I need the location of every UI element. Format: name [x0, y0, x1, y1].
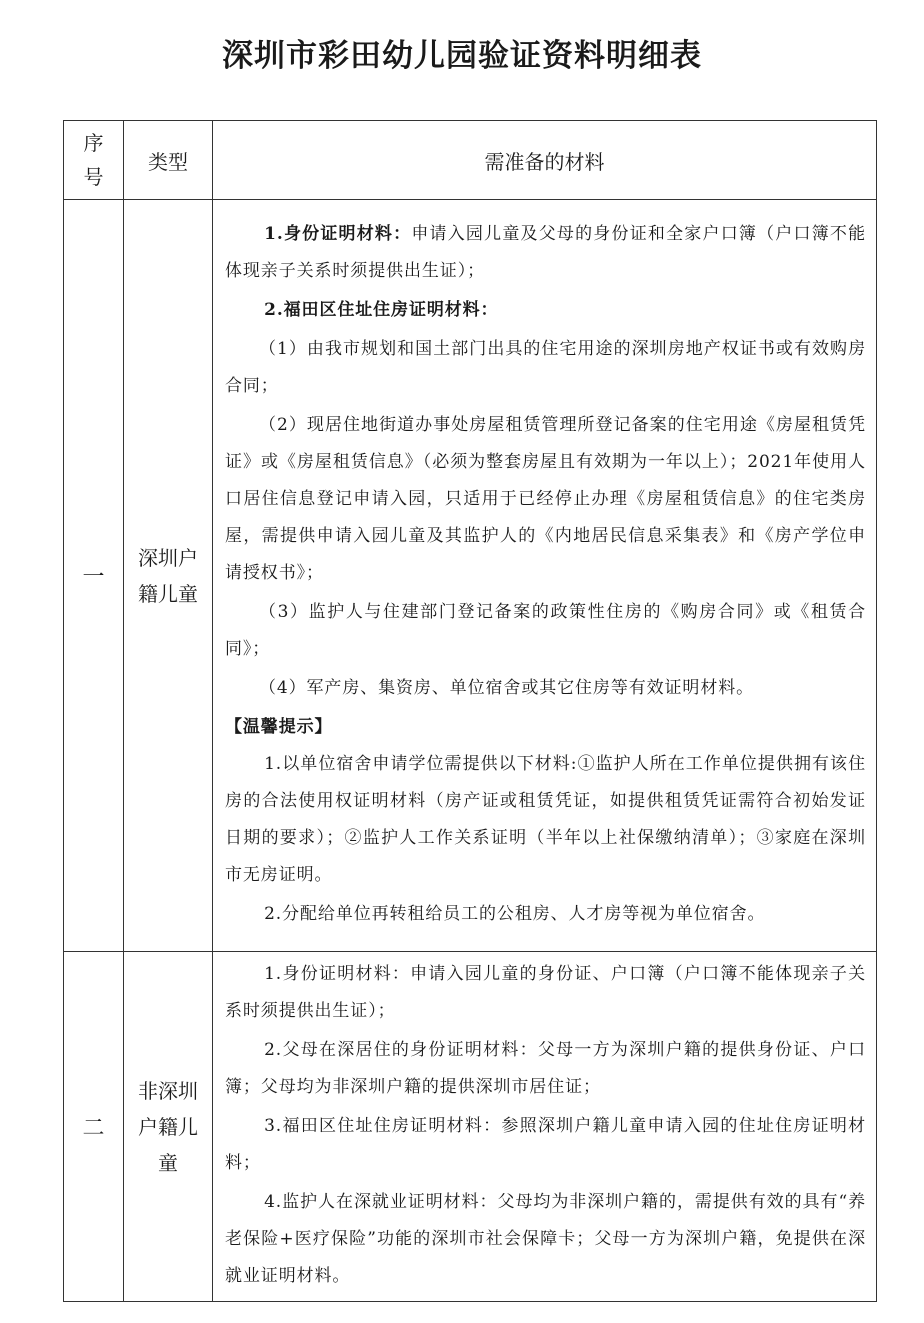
material-subitem: （3）监护人与住建部门登记备案的政策性住房的《购房合同》或《租赁合同》； [225, 602, 866, 659]
material-item-label: 1.身份证明材料： [264, 224, 412, 244]
material-subitem: （2）现居住地街道办事处房屋租赁管理所登记备案的住宅用途《房屋租赁凭证》或《房屋租赁信息》（必须为整套房屋且有效期为一年以上）；2021年使用人口居住信息登记申请入园，只适用于已经停止办理《房屋租赁信息》的住宅类房屋，需提供申请入园儿童及其监护人的《内地居民信息采集表》和《房产学位申请授权书》； [225, 415, 866, 583]
page-title: 深圳市彩田幼儿园验证资料明细表 [222, 38, 702, 74]
row-type-line: 户籍儿 [138, 1114, 198, 1139]
row-type-line: 非深圳 [138, 1078, 198, 1103]
table-row [64, 952, 877, 1302]
tip-item: 2.分配给单位再转租给员工的公租房、人才房等视为单位宿舍。 [264, 904, 766, 924]
header-index-line1: 序 [83, 131, 104, 155]
material-item-label: 2.福田区住址住房证明材料： [264, 300, 499, 320]
header-materials: 需准备的材料 [213, 121, 877, 200]
material-item: 1.身份证明材料：申请入园儿童的身份证、户口簿（户口簿不能体现亲子关系时须提供出生证）； [225, 964, 866, 1021]
tips-title: 【温馨提示】 [225, 717, 333, 737]
row-materials [213, 952, 877, 1302]
material-item-text: 申请入园儿童及父母的身份证和全家户口簿（户口簿不能体现亲子关系时须提供出生证）； [225, 224, 866, 281]
material-item [225, 216, 866, 290]
material-item: 3.福田区住址住房证明材料：参照深圳户籍儿童申请入园的住址住房证明材料； [225, 1116, 866, 1173]
row-type-line: 童 [158, 1150, 178, 1175]
material-subitem: （1）由我市规划和国土部门出具的住宅用途的深圳房地产权证书或有效购房合同； [225, 339, 866, 396]
row-type-line: 深圳户 [138, 545, 198, 570]
material-subitem: （4）军产房、集资房、单位宿舍或其它住房等有效证明材料。 [259, 678, 755, 698]
table-row [64, 200, 877, 952]
header-type: 类型 [124, 121, 213, 200]
material-item: 2.父母在深居住的身份证明材料：父母一方为深圳户籍的提供身份证、户口簿；父母均为非深圳户籍的提供深圳市居住证； [225, 1040, 866, 1097]
table-header-row [64, 121, 877, 200]
row-materials [213, 200, 877, 952]
material-item: 4.监护人在深就业证明材料：父母均为非深圳户籍的，需提供有效的具有“养老保险+医疗保险”功能的深圳市社会保障卡；父母一方为深圳户籍，免提供在深就业证明材料。 [225, 1192, 866, 1286]
row-index: 一 [64, 200, 124, 952]
row-index: 二 [64, 952, 124, 1302]
row-type-line: 籍儿童 [138, 581, 198, 606]
materials-table [63, 120, 877, 1302]
header-index [64, 121, 124, 200]
header-index-line2: 号 [83, 165, 104, 189]
tip-item: 1.以单位宿舍申请学位需提供以下材料:①监护人所在工作单位提供拥有该住房的合法使用权证明材料（房产证或租赁凭证，如提供租赁凭证需符合初始发证日期的要求）；②监护人工作关系证明（半年以上社保缴纳清单）；③家庭在深圳市无房证明。 [225, 754, 866, 885]
row-type [124, 200, 213, 952]
row-type [124, 952, 213, 1302]
